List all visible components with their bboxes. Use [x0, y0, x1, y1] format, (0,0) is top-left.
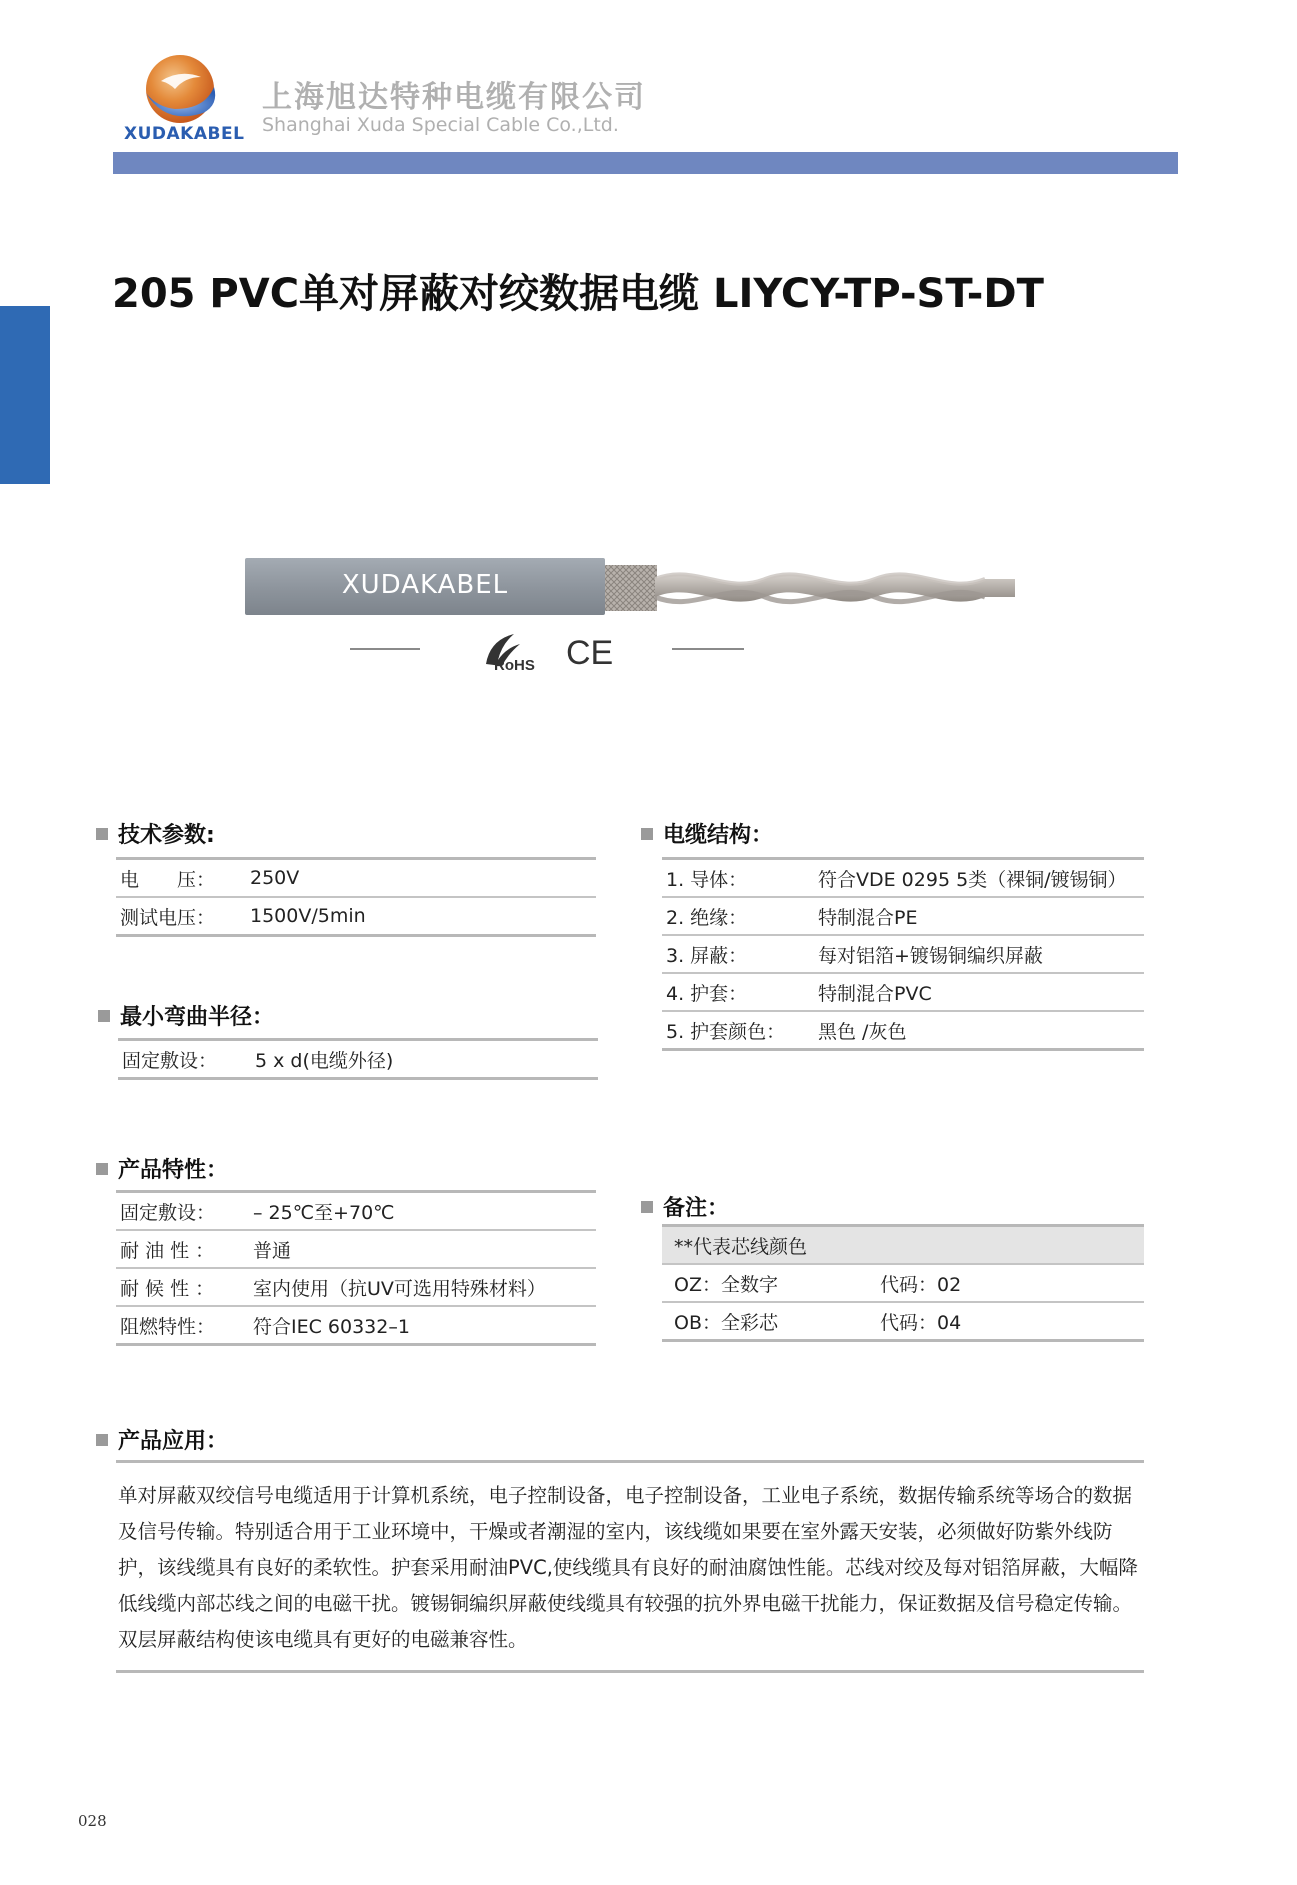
cert-divider-left	[350, 648, 420, 650]
table-row	[662, 898, 1144, 936]
tech-params-heading	[96, 818, 215, 849]
param-value: 室内使用（抗UV可选用特殊材料）	[253, 1277, 546, 1300]
table-row	[662, 1303, 1144, 1342]
param-value: 250V	[250, 867, 300, 889]
structure-table	[662, 857, 1144, 1051]
application-heading-text: 产品应用：	[118, 1429, 229, 1454]
table-row	[116, 898, 596, 937]
section-bullet-icon	[641, 1201, 653, 1213]
param-value: 普通	[253, 1239, 292, 1262]
svg-text:CE: CE	[566, 634, 614, 670]
param-label: 电 压：	[120, 868, 216, 891]
min-bend-table	[118, 1038, 598, 1080]
color-option-code: 代码：04	[880, 1311, 962, 1334]
application-paragraph: 单对屏蔽双绞信号电缆适用于计算机系统，电子控制设备，电子控制设备，工业电子系统，数据传输系统等场合的数据及信号传输。特别适合用于工业环境中，干燥或者潮湿的室内，该线缆如果要在室外露天安装，必须做好防紫外线防护，该线缆具有良好的柔软性。护套采用耐油PVC,使线缆具有良好的耐油腐蚀性能。芯线对绞及每对铝箔屏蔽，大幅降低线缆内部芯线之间的电磁干扰。镀锡铜编织屏蔽使线缆具有较强的抗外界电磁干扰能力，保证数据及信号稳定传输。双层屏蔽结构使该电缆具有更好的电磁兼容性。	[118, 1484, 1138, 1651]
notes-subheader: **代表芯线颜色	[662, 1227, 1144, 1265]
application-rule-bottom	[116, 1670, 1144, 1673]
tech-params-table	[116, 857, 596, 937]
notes-heading-text: 备注：	[663, 1196, 730, 1221]
table-row	[662, 974, 1144, 1012]
structure-value: 符合VDE 0295 5类（裸铜/镀锡铜）	[818, 868, 1127, 891]
cert-divider-right	[672, 648, 744, 650]
param-label: 耐 油 性 ：	[120, 1239, 215, 1262]
logo-wordmark: XUDAKABEL	[124, 124, 245, 144]
structure-heading-text: 电缆结构：	[663, 823, 774, 848]
notes-heading	[641, 1191, 729, 1222]
table-row	[116, 1231, 596, 1269]
section-bullet-icon	[96, 828, 108, 840]
param-label: 耐 候 性 ：	[120, 1277, 215, 1300]
tech-params-heading-text: 技术参数:	[118, 823, 215, 848]
param-label: 固定敷设：	[122, 1049, 218, 1072]
structure-heading	[641, 818, 773, 849]
param-label: 固定敷设：	[120, 1201, 216, 1224]
table-row	[662, 1012, 1144, 1051]
structure-label: 3. 屏蔽：	[666, 944, 748, 967]
section-bullet-icon	[96, 1434, 108, 1446]
structure-value: 特制混合PE	[818, 906, 918, 929]
header-divider-bar	[113, 152, 1178, 174]
table-row	[662, 860, 1144, 898]
color-option-label: OB：全彩芯	[674, 1311, 778, 1334]
structure-label: 4. 护套：	[666, 982, 748, 1005]
features-heading	[96, 1153, 228, 1184]
color-option-label: OZ：全数字	[674, 1273, 778, 1296]
min-bend-heading	[98, 1000, 274, 1031]
side-tab-marker	[0, 306, 50, 484]
param-value: 符合IEC 60332–1	[253, 1315, 410, 1338]
param-label: 阻燃特性：	[120, 1315, 216, 1338]
structure-label: 1. 导体：	[666, 868, 748, 891]
table-row	[116, 1269, 596, 1307]
color-option-code: 代码：02	[880, 1273, 962, 1296]
table-row	[116, 860, 596, 898]
features-heading-text: 产品特性：	[118, 1158, 229, 1183]
application-heading	[96, 1424, 228, 1455]
table-row	[118, 1041, 598, 1080]
rohs-icon	[480, 630, 545, 672]
structure-label: 5. 护套颜色：	[666, 1020, 786, 1043]
section-bullet-icon	[98, 1010, 110, 1022]
svg-text:RoHS: RoHS	[494, 657, 535, 672]
page-title: 205 PVC单对屏蔽对绞数据电缆 LIYCY-TP-ST-DT	[112, 271, 1044, 317]
features-table	[116, 1190, 596, 1346]
structure-value: 黑色 /灰色	[818, 1020, 907, 1043]
table-row	[662, 1265, 1144, 1303]
section-bullet-icon	[641, 828, 653, 840]
ce-mark-icon	[566, 634, 614, 670]
param-label: 测试电压：	[120, 906, 216, 929]
notes-table	[662, 1224, 1144, 1342]
param-value: 5 x d(电缆外径)	[255, 1049, 394, 1072]
structure-label: 2. 绝缘：	[666, 906, 748, 929]
page-number: 028	[78, 1812, 107, 1830]
company-name-cn: 上海旭达特种电缆有限公司	[262, 80, 646, 115]
structure-value: 特制混合PVC	[818, 982, 932, 1005]
table-row	[116, 1193, 596, 1231]
param-value: 1500V/5min	[250, 905, 366, 927]
structure-value: 每对铝箔+镀锡铜编织屏蔽	[818, 944, 1043, 967]
min-bend-heading-text: 最小弯曲半径：	[120, 1005, 275, 1030]
company-name-en: Shanghai Xuda Special Cable Co.,Ltd.	[262, 114, 619, 136]
application-rule-top	[116, 1460, 1144, 1463]
table-row	[662, 936, 1144, 974]
section-bullet-icon	[96, 1163, 108, 1175]
cable-jacket-print: XUDAKABEL	[341, 570, 509, 600]
table-row	[116, 1307, 596, 1346]
param-value: – 25℃至+70℃	[253, 1201, 395, 1224]
